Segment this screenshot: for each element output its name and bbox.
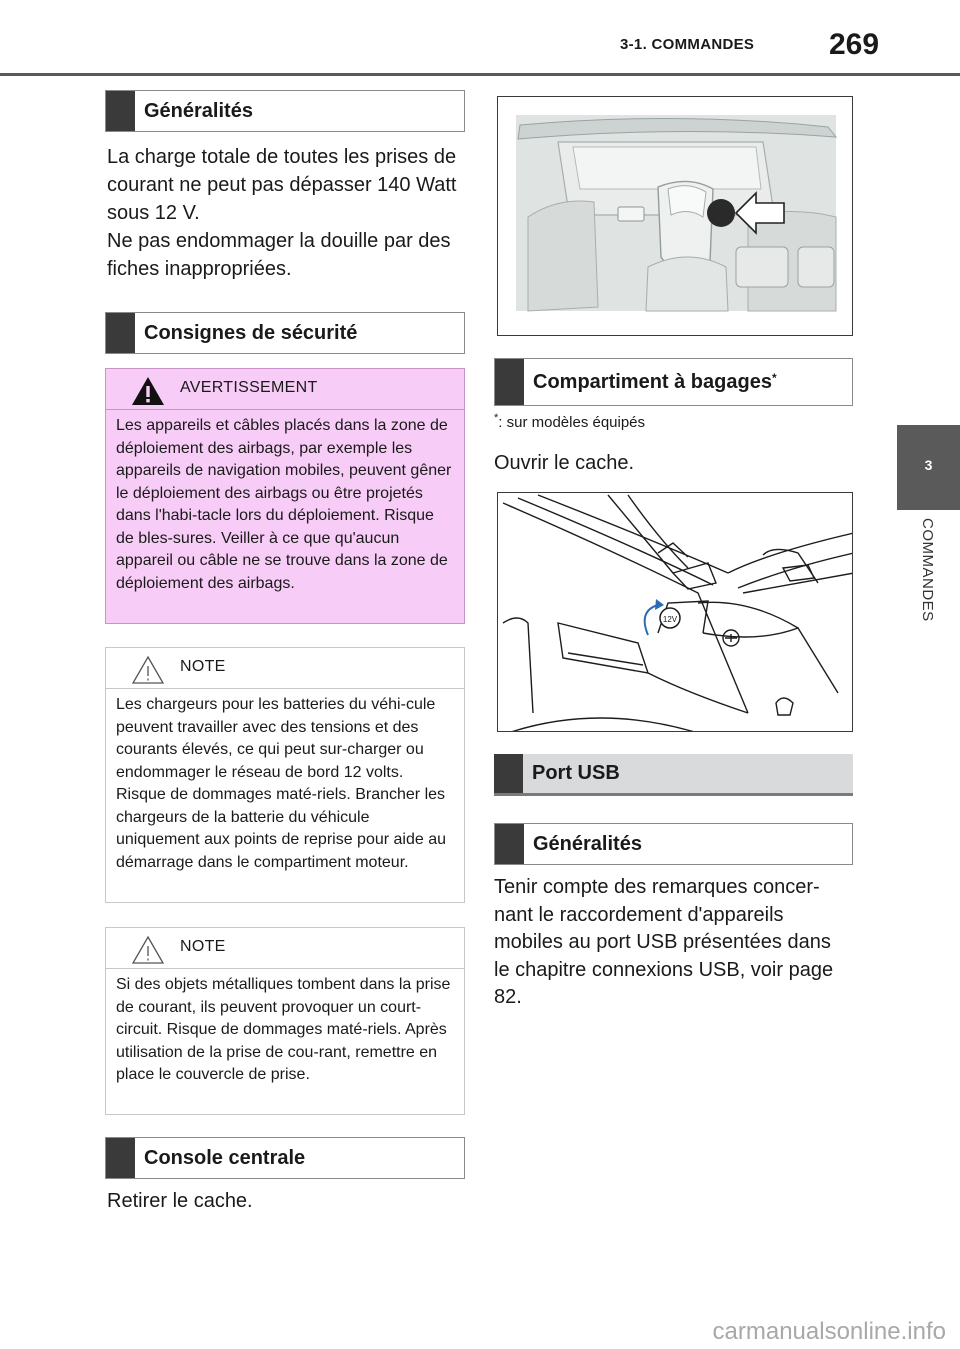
heading-bar (494, 754, 523, 793)
luggage-socket-illustration (498, 493, 853, 732)
note-title: NOTE (180, 658, 226, 675)
heading-compartiment-bagages (494, 358, 853, 406)
paragraph-usb: Tenir compte des remarques concer-nant le raccordement d'appareils mobiles au port USB présentées dans le chapitre connexions USB, voir page 82. (494, 876, 834, 1008)
warning-triangle-outline-icon (130, 934, 166, 966)
chapter-side-label (897, 510, 960, 660)
footnote-text: : sur modèles équipés (498, 414, 646, 431)
heading-text: Port USB (532, 762, 620, 784)
page-number: 269 (829, 28, 880, 61)
paragraph-ouvrir: Ouvrir le cache. (494, 452, 635, 474)
heading-generalites-usb (494, 823, 853, 865)
heading-bar (106, 1138, 135, 1178)
note-header (106, 648, 464, 689)
console-illustration (498, 97, 853, 336)
note-title: NOTE (180, 938, 226, 955)
heading-generalites (105, 90, 465, 132)
heading-consignes (105, 312, 465, 354)
note-header (106, 928, 464, 969)
heading-bar (106, 313, 135, 353)
heading-bar (106, 91, 135, 131)
watermark (0, 1318, 960, 1346)
note-box-metalliques (105, 927, 465, 1115)
chapter-number: 3 (924, 457, 933, 473)
heading-bar (495, 359, 524, 405)
heading-text: Généralités (144, 99, 253, 122)
note-text: Si des objets métalliques tombent dans la prise de courant, ils peuvent provoquer un court-circuit. Risque de dommages maté-riels. Après utilisation de la prise de cou-rant, remettre en place le couvercle de prise. (116, 976, 451, 1083)
note-text: Les chargeurs pour les batteries du véhi-cule peuvent travailler avec des tensions et des courants élevés, ce qui peut sur-charger ou endommager le réseau de bord 12 volts. Risque de dommages maté-riels. Brancher les chargeurs de la batterie du véhicule uniquement aux points de reprise pour aide au démarrage dans le compartiment moteur. (116, 696, 446, 871)
watermark-text: carmanualsonline.info (712, 1318, 946, 1345)
note-box-chargeurs (105, 647, 465, 903)
paragraph-charge-totale: La charge totale de toutes les prises de courant ne peut pas dépasser 140 Watt sous 12 V. (107, 146, 457, 224)
heading-console-centrale (105, 1137, 465, 1179)
header-rule (0, 73, 960, 76)
heading-text: Généralités (533, 832, 642, 855)
optional-equipment-star: * (771, 371, 777, 385)
paragraph-retirer: Retirer le cache. (107, 1190, 253, 1212)
heading-port-usb (494, 754, 853, 796)
heading-text: Consignes de sécurité (144, 321, 358, 344)
running-header-section: 3-1. COMMANDES (620, 36, 755, 53)
warning-box (105, 368, 465, 624)
svg-text:12V: 12V (662, 615, 678, 624)
paragraph-douille: Ne pas endommager la douille par des fiches inappropriées. (107, 230, 451, 280)
heading-text: Console centrale (144, 1146, 306, 1169)
footnote-mark: * (494, 412, 499, 424)
warning-text: Les appareils et câbles placés dans la zone de déploiement des airbags, par exemple les appareils de navigation mobiles, peuvent gêner le déploiement des airbags ou être projetés dans l'habi-tacle lors du déploiement. Risque de bles-sures. Veiller à ce que qu'aucun appareil ou câble ne se trouve dans la zone de déploiement des airbags. (116, 417, 452, 592)
warning-title: AVERTISSEMENT (180, 379, 318, 396)
warning-triangle-filled-icon (130, 375, 166, 407)
chapter-label-text: COMMANDES (919, 518, 936, 622)
chapter-tab (897, 425, 960, 510)
figure-console-centrale (497, 96, 853, 336)
warning-triangle-outline-icon (130, 654, 166, 686)
heading-text (533, 359, 777, 405)
footnote (494, 412, 645, 431)
warning-header (106, 369, 464, 410)
heading-label: Compartiment à bagages (533, 370, 772, 393)
heading-bar (495, 824, 524, 864)
figure-compartiment-bagages (497, 492, 853, 732)
